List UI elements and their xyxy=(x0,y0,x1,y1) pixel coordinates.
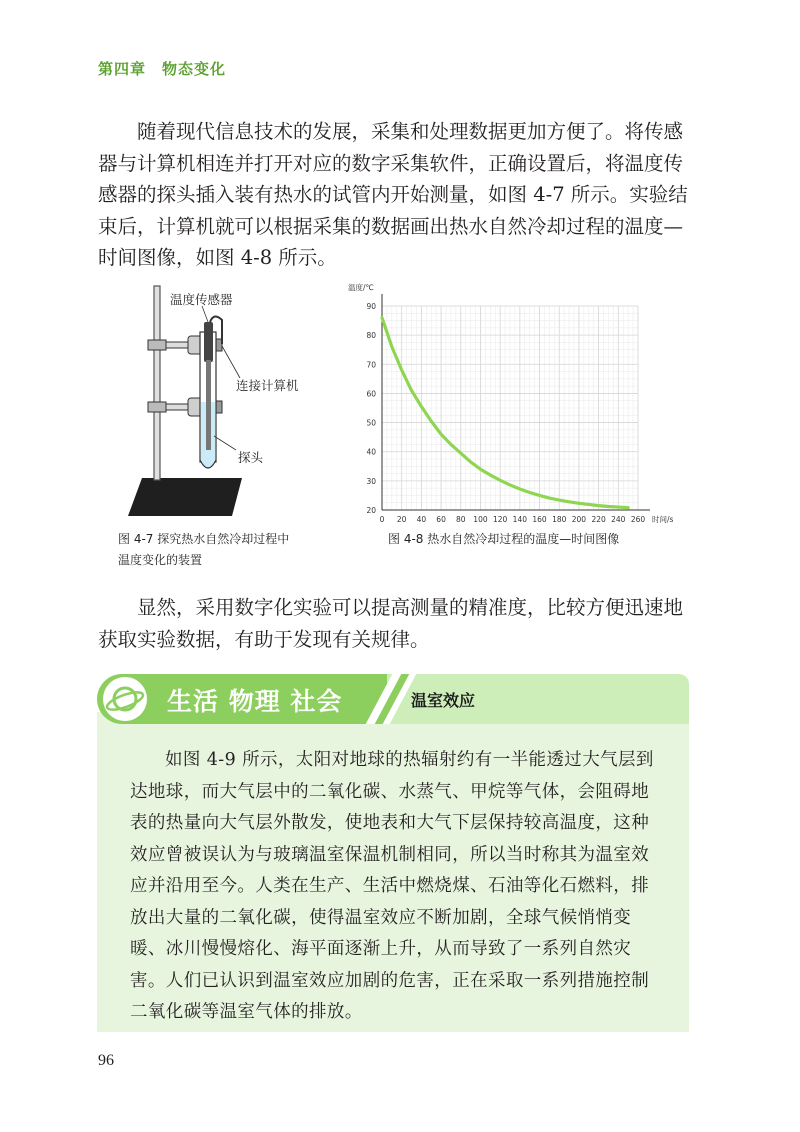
label-probe: 探头 xyxy=(238,450,264,465)
planet-icon xyxy=(103,677,147,721)
label-connect-computer: 连接计算机 xyxy=(236,378,299,393)
sidebar-banner xyxy=(97,674,689,724)
y-tick-label: 90 xyxy=(366,302,376,311)
y-tick-label: 20 xyxy=(366,506,376,515)
apparatus-illustration xyxy=(118,284,368,519)
chapter-header: 第四章 物态变化 xyxy=(98,60,227,78)
y-tick-label: 80 xyxy=(366,331,376,341)
figure-4-7-caption-line1: 图 4-7 探究热水自然冷却过程中 xyxy=(118,532,290,546)
y-tick-label: 40 xyxy=(366,447,376,457)
x-tick-label: 80 xyxy=(455,515,466,524)
figure-4-8-caption: 图 4-8 热水自然冷却过程的温度—时间图像 xyxy=(388,532,620,546)
x-tick-label: 60 xyxy=(436,515,446,524)
page-number: 96 xyxy=(98,1052,114,1069)
leader-computer xyxy=(222,346,240,378)
stand-rod xyxy=(154,286,160,480)
y-tick-label: 30 xyxy=(366,476,376,486)
x-tick-label: 160 xyxy=(532,515,547,524)
x-tick-label: 240 xyxy=(611,515,626,524)
x-tick-label: 180 xyxy=(552,515,567,524)
x-tick-label: 200 xyxy=(571,515,587,524)
y-axis-label: 温度/℃ xyxy=(348,283,374,292)
x-tick-label: 100 xyxy=(473,515,488,524)
x-tick-label: 140 xyxy=(512,515,528,524)
y-tick-label: 60 xyxy=(366,389,376,399)
label-temperature-sensor: 温度传感器 xyxy=(170,292,233,307)
x-axis-label: 时间/s xyxy=(652,515,674,524)
figure-4-7 xyxy=(118,284,368,519)
figure-4-7-caption xyxy=(118,529,328,571)
x-tick-label: 220 xyxy=(591,515,606,524)
banner-title: 生活 物理 社会 xyxy=(167,687,343,716)
x-tick-label: 260 xyxy=(630,515,646,524)
intro-paragraph: 随着现代信息技术的发展，采集和处理数据更加方便了。将传感器与计算机相连并打开对应的数字采集软件，正确设置后，将温度传感器的探头插入装有热水的试管内开始测量，如图 4-7 所示。实验结束后，计算机就可以根据采集的数据画出热水自然冷却过程的温度—时间图像，如图 4-8 所示。 xyxy=(98,120,688,269)
x-tick-label: 40 xyxy=(416,515,427,524)
y-tick-label: 70 xyxy=(366,360,376,370)
sidebar-body: 如图 4-9 所示，太阳对地球的热辐射约有一半能透过大气层到达地球，而大气层中的二氧化碳、水蒸气、甲烷等气体，会阻碍地表的热量向大气层外散发，使地表和大气下层保持较高温度，这种效应曾被误认为与玻璃温室保温机制相同，所以当时称其为温室效应并沿用至今。人类在生产、生活中燃烧煤、石油等化石燃料，排放出大量的二氧化碳，使得温室效应不断加剧，全球气候悄悄变暖、冰川慢慢熔化、海平面逐渐上升，从而导致了一系列自然灾害。人们已认识到温室效应加剧的危害，正在采取一系列措施控制二氧化碳等温室气体的排放。 xyxy=(130,750,654,1022)
x-tick-label: 120 xyxy=(492,515,508,524)
temperature-time-chart xyxy=(340,280,700,528)
y-tick-label: 50 xyxy=(366,418,376,428)
x-tick-label: 0 xyxy=(379,515,385,524)
x-tick-label: 20 xyxy=(396,515,407,524)
banner-subtitle: 温室效应 xyxy=(411,691,476,710)
conclusion-paragraph: 显然，采用数字化实验可以提高测量的精准度，比较方便迅速地获取实验数据，有助于发现有关规律。 xyxy=(98,596,684,651)
figure-4-8 xyxy=(340,280,700,528)
leader-sensor xyxy=(202,306,208,322)
figure-4-7-caption-line2: 温度变化的装置 xyxy=(118,553,203,567)
stand-base xyxy=(128,478,242,516)
leader-probe xyxy=(214,436,236,450)
